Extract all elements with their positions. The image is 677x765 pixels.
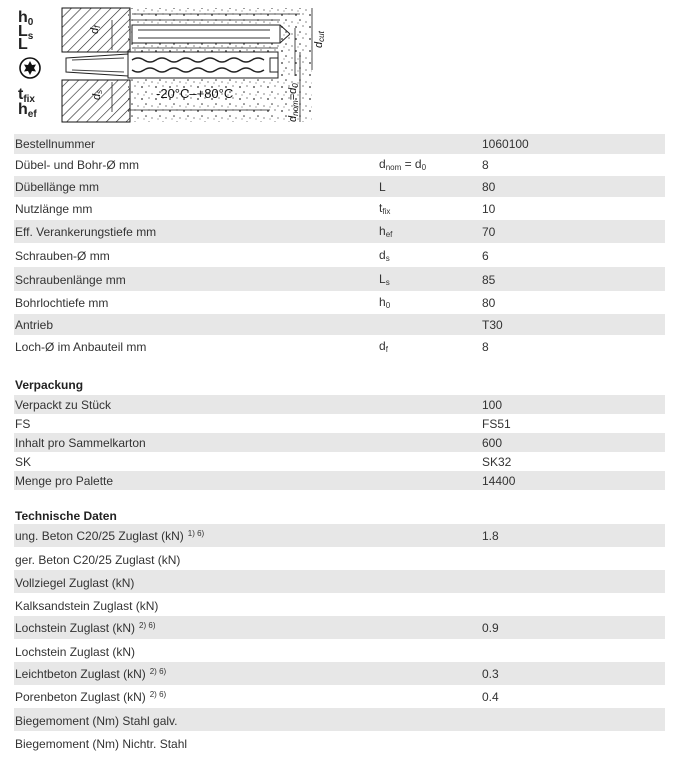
table-row: [14, 524, 665, 547]
table-row: [14, 176, 665, 197]
table-row: [14, 220, 665, 243]
row-value: 85: [482, 273, 496, 287]
row-label: Menge pro Palette: [15, 474, 114, 488]
label-ls: Ls: [18, 23, 34, 42]
row-label: Schrauben-Ø mm: [15, 249, 110, 263]
row-label: Antrieb: [15, 318, 54, 332]
table-row: [14, 639, 665, 662]
row-value: 0.3: [482, 667, 499, 681]
anchor-diagram: [0, 0, 340, 130]
row-label: SK: [15, 455, 32, 469]
row-symbol: $d_{nom} = d_0$: [379, 157, 427, 172]
table-row: [14, 616, 665, 639]
row-label: Porenbeton Zuglast (kN) $^{2) 6)}$: [15, 690, 167, 704]
table-row: [14, 708, 665, 731]
torx-drive-icon: [20, 58, 40, 78]
row-symbol: $d_s$: [379, 248, 390, 263]
label-hef: hef: [18, 101, 37, 120]
row-value: 100: [482, 398, 503, 412]
row-label: Schraubenlänge mm: [15, 273, 126, 287]
table-row: [14, 433, 665, 452]
table-row: [14, 335, 665, 357]
row-value: 0.9: [482, 621, 499, 635]
label-dcut: dcut: [313, 31, 326, 48]
row-value: 80: [482, 296, 496, 310]
table-row: [14, 154, 665, 176]
row-value: 6: [482, 249, 489, 263]
row-label: Verpackt zu Stück: [15, 398, 112, 412]
table-row: [14, 314, 665, 335]
temperature-range-label: -20°C–+80°C: [156, 86, 234, 101]
table-row: [14, 197, 665, 220]
label-h0: h0: [18, 9, 34, 28]
row-value: 80: [482, 180, 496, 194]
table-row: [14, 685, 665, 708]
row-value: 8: [482, 158, 489, 172]
row-value: FS51: [482, 417, 511, 431]
table-row: [14, 662, 665, 685]
table-row: [14, 134, 665, 154]
row-value: 1.8: [482, 529, 499, 543]
packaging-table: [14, 395, 665, 490]
row-symbol: $L_s$: [379, 272, 390, 287]
row-value: 10: [482, 202, 496, 216]
table-row: [14, 395, 665, 414]
row-label: Lochstein Zuglast (kN): [15, 645, 136, 659]
label-ds: ds: [91, 89, 104, 100]
label-dnom: dnom=d0: [287, 83, 300, 122]
row-label: ger. Beton C20/25 Zuglast (kN): [15, 553, 181, 567]
row-symbol: $t_{fix}$: [379, 201, 391, 216]
row-label: ung. Beton C20/25 Zuglast (kN) $^{1) 6)}$: [15, 529, 205, 543]
row-label: Leichtbeton Zuglast (kN) $^{2) 6)}$: [15, 667, 167, 681]
row-value: T30: [482, 318, 503, 332]
row-label: Biegemoment (Nm) Stahl galv.: [15, 714, 178, 728]
technical-heading: Technische Daten: [15, 509, 117, 523]
row-label: Biegemoment (Nm) Nichtr. Stahl: [15, 737, 188, 751]
row-value: SK32: [482, 455, 512, 469]
table-row: [14, 471, 665, 490]
table-row: [14, 414, 665, 433]
row-value: 600: [482, 436, 503, 450]
fixture-lower: [62, 80, 130, 122]
spec-table: [14, 134, 665, 357]
row-symbol: $h_{ef}$: [379, 224, 393, 239]
row-symbol: L: [379, 180, 386, 194]
row-value: 70: [482, 225, 496, 239]
label-tfix: tfix: [18, 86, 35, 105]
row-value: 0.4: [482, 690, 499, 704]
row-symbol: $h_0$: [379, 295, 391, 310]
row-label: Kalksandstein Zuglast (kN): [15, 599, 159, 613]
table-row: [14, 547, 665, 570]
row-value: 8: [482, 340, 489, 354]
row-label: Dübel- und Bohr-Ø mm: [15, 158, 140, 172]
row-label: Bohrlochtiefe mm: [15, 296, 109, 310]
table-row: [14, 570, 665, 593]
packaging-heading: Verpackung: [15, 378, 84, 392]
row-value: 14400: [482, 474, 516, 488]
row-label: Vollziegel Zuglast (kN): [15, 576, 135, 590]
row-label: Lochstein Zuglast (kN) $^{2) 6)}$: [15, 621, 156, 635]
table-row: [14, 452, 665, 471]
row-label: Inhalt pro Sammelkarton: [15, 436, 146, 450]
row-label: Eff. Verankerungstiefe mm: [15, 225, 157, 239]
table-row: [14, 267, 665, 291]
table-row: [14, 243, 665, 267]
table-row: [14, 731, 665, 754]
row-label: Loch-Ø im Anbauteil mm: [15, 340, 147, 354]
label-df: df: [89, 25, 102, 34]
row-value: 1060100: [482, 137, 529, 151]
technical-table: [14, 524, 665, 754]
label-l: L: [18, 36, 28, 53]
table-row: [14, 593, 665, 616]
table-row: [14, 291, 665, 314]
row-label: Dübellänge mm: [15, 180, 100, 194]
row-label: Bestellnummer: [15, 137, 96, 151]
row-label: FS: [15, 417, 31, 431]
row-label: Nutzlänge mm: [15, 202, 93, 216]
row-symbol: $d_f$: [379, 339, 388, 354]
